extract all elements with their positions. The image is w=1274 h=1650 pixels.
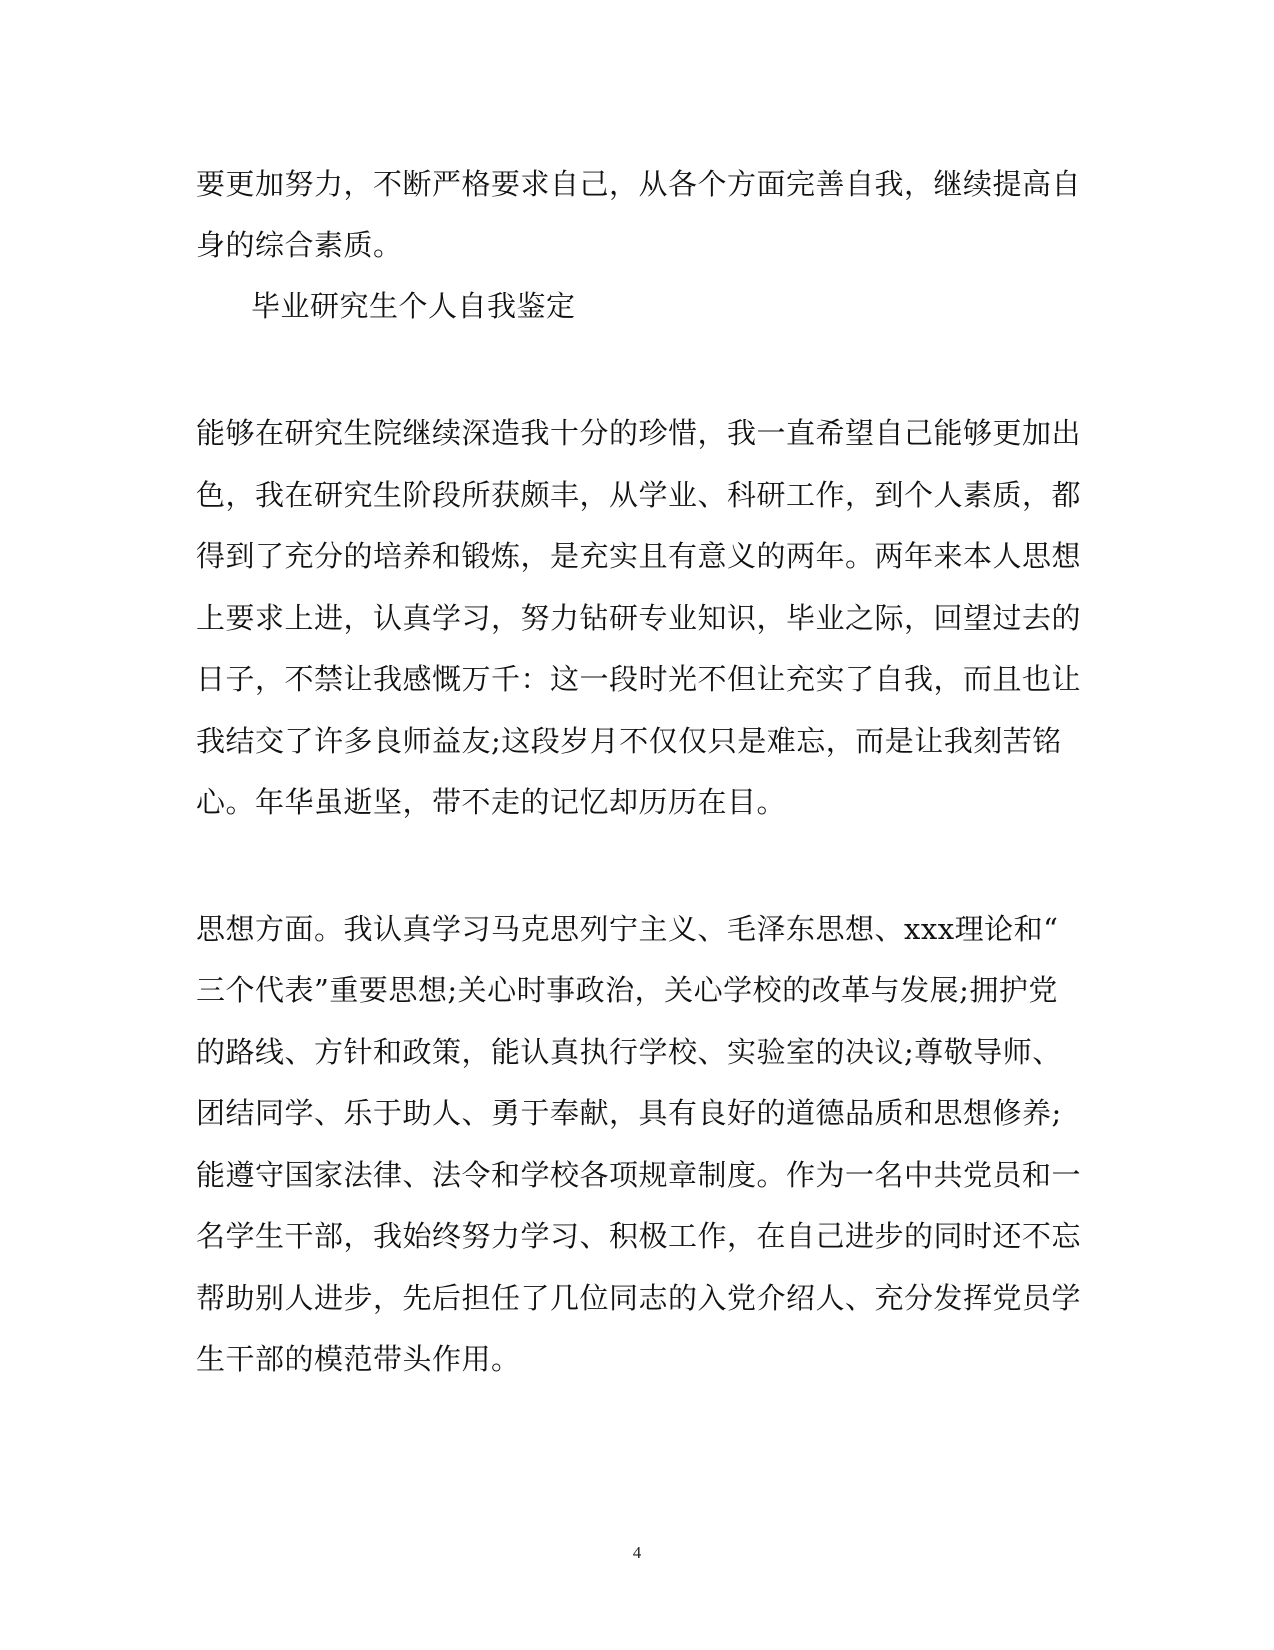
text-line: 日子，不禁让我感慨万千：这一段时光不但让充实了自我，而且也让 <box>196 662 1082 696</box>
text-line: 三个代表”重要思想;关心时事政治，关心学校的改革与发展;拥护党 <box>196 973 1058 1007</box>
text-line: 帮助别人进步，先后担任了几位同志的入党介绍人、充分发挥党员学 <box>196 1281 1082 1315</box>
text-line: 上要求上进，认真学习，努力钻研专业知识，毕业之际，回望过去的 <box>196 601 1082 635</box>
text-line: 名学生干部，我始终努力学习、积极工作，在自己进步的同时还不忘 <box>196 1219 1082 1253</box>
text-line: 心。年华虽逝坚，带不走的记忆却历历在目。 <box>196 785 787 819</box>
text-line: 能遵守国家法律、法令和学校各项规章制度。作为一名中共党员和一 <box>196 1158 1082 1192</box>
section-heading: 毕业研究生个人自我鉴定 <box>251 289 576 323</box>
text-line: 的路线、方针和政策，能认真执行学校、实验室的决议;尊敬导师、 <box>196 1035 1062 1069</box>
text-line: 团结同学、乐于助人、勇于奉献，具有良好的道德品质和思想修养; <box>196 1096 1062 1130</box>
text-line: 要更加努力，不断严格要求自己，从各个方面完善自我，继续提高自 <box>196 167 1082 201</box>
text-line: 能够在研究生院继续深造我十分的珍惜，我一直希望自己能够更加出 <box>196 416 1082 450</box>
text-line: 我结交了许多良师益友;这段岁月不仅仅只是难忘，而是让我刻苦铭 <box>196 724 1062 758</box>
text-line: 得到了充分的培养和锻炼，是充实且有意义的两年。两年来本人思想 <box>196 539 1082 573</box>
text-line: 色，我在研究生阶段所获颇丰，从学业、科研工作，到个人素质，都 <box>196 478 1082 512</box>
text-line: 思想方面。我认真学习马克思列宁主义、毛泽东思想、xxx理论和“ <box>196 912 1059 946</box>
page-number: 4 <box>632 1543 642 1562</box>
text-line: 生干部的模范带头作用。 <box>196 1342 521 1376</box>
text-line: 身的综合素质。 <box>196 228 403 262</box>
